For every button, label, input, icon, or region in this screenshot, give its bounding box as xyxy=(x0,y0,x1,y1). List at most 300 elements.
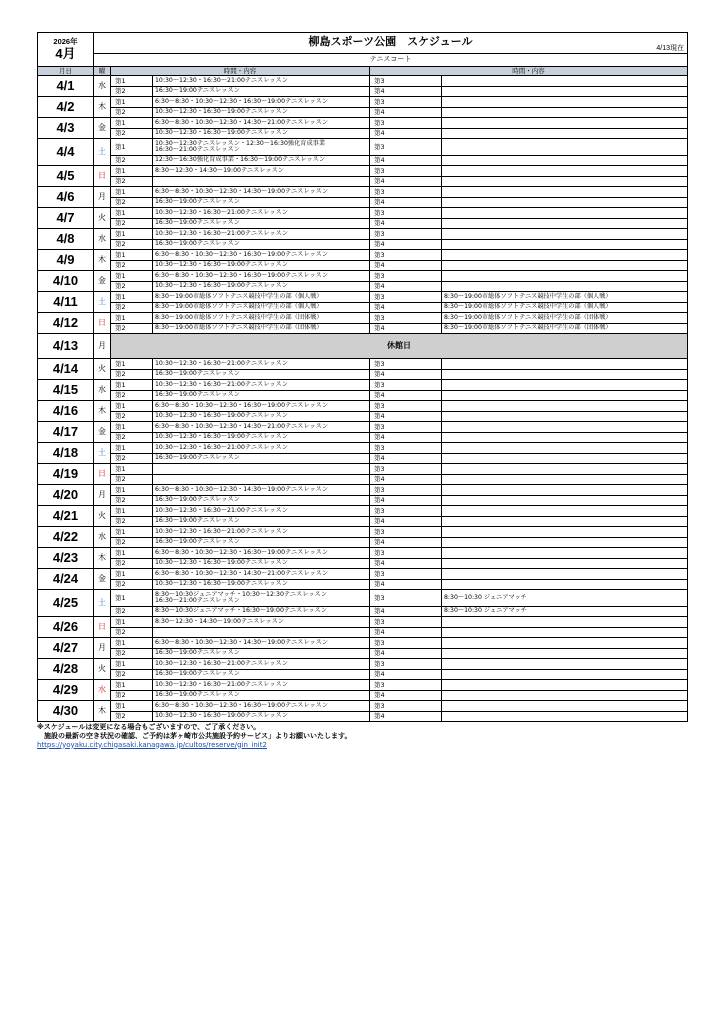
court-4-content: 8:30～19:00市総体ソフトテニス競技中学生の部（個人戦） xyxy=(442,303,688,313)
court-4-label: 第4 xyxy=(370,261,442,271)
schedule-row xyxy=(38,433,688,443)
schedule-row xyxy=(38,527,688,538)
court-1-label: 第1 xyxy=(111,208,153,219)
court-3-label: 第3 xyxy=(370,590,442,607)
court-1-label: 第1 xyxy=(111,292,153,303)
court-2-label: 第2 xyxy=(111,559,153,569)
court-3-label: 第3 xyxy=(370,313,442,324)
court-2-label: 第2 xyxy=(111,433,153,443)
closed-row xyxy=(38,334,688,359)
schedule-row xyxy=(38,548,688,559)
weekday-cell: 月 xyxy=(94,638,111,659)
court-2-content: 16:30～19:00テニスレッスン xyxy=(153,649,370,659)
weekday-cell: 月 xyxy=(94,485,111,506)
court-1-content: 10:30～12:30・16:30～21:00テニスレッスン xyxy=(153,659,370,670)
court-4-label: 第4 xyxy=(370,496,442,506)
court-3-label: 第3 xyxy=(370,250,442,261)
court-4-label: 第4 xyxy=(370,559,442,569)
court-1-content: 6:30～8:30・10:30～12:30・14:30～21:00テニスレッスン xyxy=(153,118,370,129)
date-cell: 4/7 xyxy=(38,208,94,229)
date-cell: 4/30 xyxy=(38,701,94,722)
court-1-content: 10:30～12:30・16:30～21:00テニスレッスン xyxy=(153,229,370,240)
court-2-content: 16:30～19:00テニスレッスン xyxy=(153,219,370,229)
court-1-label: 第1 xyxy=(111,359,153,370)
court-3-label: 第3 xyxy=(370,680,442,691)
court-3-content xyxy=(442,701,688,712)
weekday-cell: 火 xyxy=(94,659,111,680)
court-4-content xyxy=(442,108,688,118)
schedule-table xyxy=(37,32,688,722)
court-4-label: 第4 xyxy=(370,198,442,208)
court-1-label: 第1 xyxy=(111,527,153,538)
court-1-label: 第1 xyxy=(111,638,153,649)
schedule-row xyxy=(38,359,688,370)
court-2-label: 第2 xyxy=(111,129,153,139)
court-1-content: 6:30～8:30・10:30～12:30・14:30～21:00テニスレッスン xyxy=(153,422,370,433)
court-2-content: 10:30～12:30・16:30～19:00テニスレッスン xyxy=(153,261,370,271)
schedule-row xyxy=(38,118,688,129)
court-3-label: 第3 xyxy=(370,139,442,156)
date-cell: 4/18 xyxy=(38,443,94,464)
court-2-content: 10:30～12:30・16:30～19:00テニスレッスン xyxy=(153,108,370,118)
court-3-content: 8:30～19:00市総体ソフトテニス競技中学生の部（団体戦） xyxy=(442,313,688,324)
court-1-content-line: 8:30～10:30ジュニアマッチ・10:30～12:30テニスレッスン xyxy=(155,590,327,598)
schedule-row xyxy=(38,475,688,485)
court-4-label: 第4 xyxy=(370,649,442,659)
court-3-content xyxy=(442,166,688,177)
court-2-label: 第2 xyxy=(111,496,153,506)
weekday-cell: 火 xyxy=(94,359,111,380)
weekday-cell: 日 xyxy=(94,464,111,485)
court-4-content xyxy=(442,156,688,166)
court-4-content xyxy=(442,240,688,250)
court-1-label: 第1 xyxy=(111,139,153,156)
court-1-content: 8:30～19:00市総体ソフトテニス競技中学生の部（団体戦） xyxy=(153,313,370,324)
court-2-label: 第2 xyxy=(111,670,153,680)
court-4-content xyxy=(442,87,688,97)
date-cell: 4/13 xyxy=(38,334,94,359)
court-1-label: 第1 xyxy=(111,443,153,454)
weekday-cell: 火 xyxy=(94,208,111,229)
date-cell: 4/15 xyxy=(38,380,94,401)
court-4-content xyxy=(442,433,688,443)
court-2-label: 第2 xyxy=(111,282,153,292)
court-1-content: 6:30～8:30・10:30～12:30・16:30～19:00テニスレッスン xyxy=(153,271,370,282)
court-3-content xyxy=(442,659,688,670)
court-2-content xyxy=(153,475,370,485)
court-2-content: 10:30～12:30・16:30～19:00テニスレッスン xyxy=(153,282,370,292)
weekday-cell: 金 xyxy=(94,422,111,443)
schedule-row xyxy=(38,590,688,607)
schedule-row xyxy=(38,108,688,118)
schedule-row xyxy=(38,229,688,240)
court-1-label: 第1 xyxy=(111,271,153,282)
court-3-label: 第3 xyxy=(370,97,442,108)
court-1-label: 第1 xyxy=(111,590,153,607)
year-label: 2026年 xyxy=(53,37,78,47)
weekday-cell: 金 xyxy=(94,569,111,590)
court-2-content: 10:30～12:30・16:30～19:00テニスレッスン xyxy=(153,712,370,722)
court-4-content xyxy=(442,219,688,229)
schedule-row xyxy=(38,76,688,87)
court-3-content xyxy=(442,569,688,580)
date-cell: 4/21 xyxy=(38,506,94,527)
court-3-content xyxy=(442,118,688,129)
court-1-label: 第1 xyxy=(111,250,153,261)
date-cell: 4/19 xyxy=(38,464,94,485)
schedule-row xyxy=(38,250,688,261)
court-3-label: 第3 xyxy=(370,208,442,219)
court-2-label: 第2 xyxy=(111,198,153,208)
court-2-content xyxy=(153,628,370,638)
date-cell: 4/29 xyxy=(38,680,94,701)
court-2-label: 第2 xyxy=(111,454,153,464)
court-1-label: 第1 xyxy=(111,506,153,517)
schedule-row xyxy=(38,617,688,628)
court-1-label: 第1 xyxy=(111,229,153,240)
court-4-content xyxy=(442,412,688,422)
court-3-label: 第3 xyxy=(370,292,442,303)
date-cell: 4/24 xyxy=(38,569,94,590)
schedule-row xyxy=(38,691,688,701)
court-3-label: 第3 xyxy=(370,271,442,282)
date-cell: 4/2 xyxy=(38,97,94,118)
schedule-row xyxy=(38,607,688,617)
schedule-row xyxy=(38,401,688,412)
court-3-content xyxy=(442,527,688,538)
court-3-content xyxy=(442,617,688,628)
court-3-label: 第3 xyxy=(370,548,442,559)
schedule-row xyxy=(38,680,688,691)
closed-label: 休館日 xyxy=(111,334,688,359)
weekday-cell: 木 xyxy=(94,401,111,422)
court-1-label: 第1 xyxy=(111,617,153,628)
schedule-row xyxy=(38,313,688,324)
court-3-content xyxy=(442,638,688,649)
court-3-content xyxy=(442,464,688,475)
date-cell: 4/23 xyxy=(38,548,94,569)
court-2-content: 8:30～19:00市総体ソフトテニス競技中学生の部（個人戦） xyxy=(153,303,370,313)
court-1-content: 6:30～8:30・10:30～12:30・16:30～19:00テニスレッスン xyxy=(153,701,370,712)
court-3-label: 第3 xyxy=(370,187,442,198)
schedule-sheet xyxy=(37,32,687,749)
col-header-content-left: 時間・内容 xyxy=(111,67,370,76)
court-1-label: 第1 xyxy=(111,548,153,559)
court-3-label: 第3 xyxy=(370,638,442,649)
court-4-label: 第4 xyxy=(370,517,442,527)
schedule-row xyxy=(38,659,688,670)
court-1-content: 6:30～8:30・10:30～12:30・14:30～19:00テニスレッスン xyxy=(153,638,370,649)
weekday-cell: 水 xyxy=(94,527,111,548)
court-2-label: 第2 xyxy=(111,240,153,250)
court-3-content xyxy=(442,506,688,517)
weekday-cell: 木 xyxy=(94,548,111,569)
court-1-label: 第1 xyxy=(111,76,153,87)
schedule-row xyxy=(38,240,688,250)
schedule-row xyxy=(38,208,688,219)
note-reservation: 施設の最新の空き状況の確認、ご予約は茅ヶ崎市公共施設予約サービス」よりお願いいたします。 xyxy=(37,731,352,740)
court-3-content xyxy=(442,548,688,559)
court-4-content xyxy=(442,454,688,464)
court-4-content xyxy=(442,129,688,139)
court-4-label: 第4 xyxy=(370,607,442,617)
court-1-content: 10:30～12:30・16:30～21:00テニスレッスン xyxy=(153,443,370,454)
schedule-row xyxy=(38,443,688,454)
court-2-label: 第2 xyxy=(111,87,153,97)
court-2-content: 16:30～19:00テニスレッスン xyxy=(153,87,370,97)
court-1-content: 10:30～12:30・16:30～21:00テニスレッスン xyxy=(153,680,370,691)
schedule-row xyxy=(38,517,688,527)
court-1-label: 第1 xyxy=(111,659,153,670)
court-2-content: 10:30～12:30・16:30～19:00テニスレッスン xyxy=(153,559,370,569)
weekday-cell: 月 xyxy=(94,187,111,208)
court-4-content xyxy=(442,538,688,548)
court-1-content: 10:30～12:30・16:30～21:00テニスレッスン xyxy=(153,506,370,517)
court-2-content: 16:30～19:00テニスレッスン xyxy=(153,370,370,380)
schedule-row xyxy=(38,580,688,590)
court-4-content xyxy=(442,475,688,485)
court-1-content-line: 10:30～12:30テニスレッスン・12:30～16:30強化育成事業 xyxy=(155,139,326,147)
court-4-content xyxy=(442,517,688,527)
weekday-cell: 土 xyxy=(94,590,111,617)
court-2-content: 16:30～19:00テニスレッスン xyxy=(153,691,370,701)
date-cell: 4/28 xyxy=(38,659,94,680)
court-4-content xyxy=(442,282,688,292)
note-change: ※スケジュールは変更になる場合もございますので、ご了承ください。 xyxy=(37,723,261,731)
court-1-content xyxy=(153,590,370,607)
date-cell: 4/9 xyxy=(38,250,94,271)
schedule-row xyxy=(38,219,688,229)
court-1-label: 第1 xyxy=(111,401,153,412)
court-1-content: 10:30～12:30・16:30～21:00テニスレッスン xyxy=(153,527,370,538)
court-1-label: 第1 xyxy=(111,464,153,475)
court-1-content: 6:30～8:30・10:30～12:30・14:30～19:00テニスレッスン xyxy=(153,485,370,496)
court-3-content xyxy=(442,250,688,261)
court-2-content: 10:30～12:30・16:30～19:00テニスレッスン xyxy=(153,129,370,139)
court-3-content xyxy=(442,97,688,108)
schedule-row xyxy=(38,391,688,401)
year-month-cell xyxy=(38,33,94,67)
schedule-row xyxy=(38,464,688,475)
court-4-label: 第4 xyxy=(370,303,442,313)
court-2-label: 第2 xyxy=(111,580,153,590)
schedule-row xyxy=(38,559,688,569)
court-1-content: 10:30～12:30・16:30～21:00テニスレッスン xyxy=(153,208,370,219)
court-2-content: 10:30～12:30・16:30～19:00テニスレッスン xyxy=(153,580,370,590)
schedule-row xyxy=(38,97,688,108)
weekday-cell: 水 xyxy=(94,229,111,250)
court-4-label: 第4 xyxy=(370,177,442,187)
schedule-row xyxy=(38,485,688,496)
date-cell: 4/12 xyxy=(38,313,94,334)
weekday-cell: 日 xyxy=(94,313,111,334)
court-4-content xyxy=(442,649,688,659)
court-3-content: 8:30～19:00市総体ソフトテニス競技中学生の部（個人戦） xyxy=(442,292,688,303)
court-1-label: 第1 xyxy=(111,166,153,177)
court-1-label: 第1 xyxy=(111,313,153,324)
weekday-cell: 水 xyxy=(94,380,111,401)
court-4-content xyxy=(442,559,688,569)
court-3-content xyxy=(442,443,688,454)
weekday-cell: 日 xyxy=(94,617,111,638)
schedule-row xyxy=(38,412,688,422)
court-4-label: 第4 xyxy=(370,156,442,166)
date-cell: 4/20 xyxy=(38,485,94,506)
court-2-label: 第2 xyxy=(111,370,153,380)
court-1-content: 6:30～8:30・10:30～12:30・14:30～19:00テニスレッスン xyxy=(153,187,370,198)
court-3-label: 第3 xyxy=(370,527,442,538)
weekday-cell: 火 xyxy=(94,506,111,527)
schedule-row xyxy=(38,129,688,139)
court-2-content: 16:30～19:00テニスレッスン xyxy=(153,496,370,506)
court-3-content xyxy=(442,359,688,370)
schedule-row xyxy=(38,701,688,712)
court-2-label: 第2 xyxy=(111,412,153,422)
schedule-row xyxy=(38,166,688,177)
date-cell: 4/22 xyxy=(38,527,94,548)
court-1-content: 6:30～8:30・10:30～12:30・16:30～19:00テニスレッスン xyxy=(153,250,370,261)
schedule-row xyxy=(38,506,688,517)
court-2-label: 第2 xyxy=(111,156,153,166)
court-4-label: 第4 xyxy=(370,628,442,638)
court-1-content: 8:30～12:30・14:30～19:00テニスレッスン xyxy=(153,166,370,177)
col-header-date: 月日 xyxy=(38,67,94,76)
court-4-label: 第4 xyxy=(370,433,442,443)
court-2-content: 16:30～19:00テニスレッスン xyxy=(153,454,370,464)
court-2-content: 16:30～19:00テニスレッスン xyxy=(153,538,370,548)
schedule-row xyxy=(38,649,688,659)
weekday-cell: 木 xyxy=(94,97,111,118)
court-2-label: 第2 xyxy=(111,517,153,527)
court-3-content xyxy=(442,680,688,691)
weekday-cell: 木 xyxy=(94,701,111,722)
court-3-content xyxy=(442,208,688,219)
date-cell: 4/1 xyxy=(38,76,94,97)
court-3-label: 第3 xyxy=(370,422,442,433)
date-cell: 4/26 xyxy=(38,617,94,638)
schedule-row xyxy=(38,282,688,292)
court-4-label: 第4 xyxy=(370,412,442,422)
court-3-label: 第3 xyxy=(370,359,442,370)
court-4-label: 第4 xyxy=(370,108,442,118)
court-2-label: 第2 xyxy=(111,607,153,617)
court-3-content xyxy=(442,139,688,156)
court-2-label: 第2 xyxy=(111,649,153,659)
date-cell: 4/5 xyxy=(38,166,94,187)
court-2-label: 第2 xyxy=(111,177,153,187)
date-cell: 4/16 xyxy=(38,401,94,422)
court-1-label: 第1 xyxy=(111,187,153,198)
weekday-cell: 土 xyxy=(94,292,111,313)
weekday-cell: 土 xyxy=(94,443,111,464)
date-cell: 4/17 xyxy=(38,422,94,443)
court-4-label: 第4 xyxy=(370,324,442,334)
court-2-content: 16:30～19:00テニスレッスン xyxy=(153,670,370,680)
schedule-row xyxy=(38,303,688,313)
court-3-label: 第3 xyxy=(370,380,442,391)
schedule-row xyxy=(38,292,688,303)
schedule-row xyxy=(38,156,688,166)
schedule-row xyxy=(38,712,688,722)
court-2-content: 16:30～19:00テニスレッスン xyxy=(153,391,370,401)
court-3-label: 第3 xyxy=(370,464,442,475)
court-1-content: 6:30～8:30・10:30～12:30・16:30～19:00テニスレッスン xyxy=(153,97,370,108)
court-3-label: 第3 xyxy=(370,401,442,412)
court-2-label: 第2 xyxy=(111,303,153,313)
schedule-row xyxy=(38,638,688,649)
court-1-content: 8:30～12:30・14:30～19:00テニスレッスン xyxy=(153,617,370,628)
court-4-label: 第4 xyxy=(370,454,442,464)
schedule-row xyxy=(38,422,688,433)
date-cell: 4/25 xyxy=(38,590,94,617)
as-of-date: 4/13現在 xyxy=(656,44,684,52)
schedule-row xyxy=(38,261,688,271)
weekday-cell: 金 xyxy=(94,271,111,292)
schedule-row xyxy=(38,324,688,334)
court-1-content: 10:30～12:30・16:30～21:00テニスレッスン xyxy=(153,359,370,370)
court-1-label: 第1 xyxy=(111,422,153,433)
court-1-content: 10:30～12:30・16:30～21:00テニスレッスン xyxy=(153,380,370,391)
weekday-cell: 土 xyxy=(94,139,111,166)
court-1-content: 8:30～19:00市総体ソフトテニス競技中学生の部（個人戦） xyxy=(153,292,370,303)
court-4-label: 第4 xyxy=(370,240,442,250)
court-3-content xyxy=(442,187,688,198)
court-4-label: 第4 xyxy=(370,370,442,380)
schedule-row xyxy=(38,187,688,198)
court-1-content xyxy=(153,464,370,475)
court-2-content xyxy=(153,177,370,187)
court-4-label: 第4 xyxy=(370,129,442,139)
court-2-label: 第2 xyxy=(111,691,153,701)
court-3-label: 第3 xyxy=(370,659,442,670)
notes xyxy=(37,723,687,749)
court-4-content xyxy=(442,370,688,380)
schedule-row xyxy=(38,628,688,638)
court-3-content xyxy=(442,76,688,87)
court-1-label: 第1 xyxy=(111,118,153,129)
schedule-row xyxy=(38,496,688,506)
court-3-content: 8:30～10:30 ジュニアマッチ xyxy=(442,590,688,607)
court-2-label: 第2 xyxy=(111,219,153,229)
court-2-label: 第2 xyxy=(111,261,153,271)
reservation-link[interactable]: https://yoyaku.city.chigasaki.kanagawa.jp/cultos/reserve/gin_init2 xyxy=(37,740,267,749)
court-1-content: 6:30～8:30・10:30～12:30・16:30～19:00テニスレッスン xyxy=(153,548,370,559)
court-2-label: 第2 xyxy=(111,391,153,401)
schedule-row xyxy=(38,670,688,680)
court-2-content: 8:30～10:30ジュニアマッチ・16:30～19:00テニスレッスン xyxy=(153,607,370,617)
court-2-label: 第2 xyxy=(111,475,153,485)
court-3-label: 第3 xyxy=(370,485,442,496)
court-1-content: 6:30～8:30・10:30～12:30・16:30～19:00テニスレッスン xyxy=(153,401,370,412)
court-4-label: 第4 xyxy=(370,391,442,401)
schedule-row xyxy=(38,271,688,282)
court-2-label: 第2 xyxy=(111,538,153,548)
court-4-content xyxy=(442,496,688,506)
court-4-content xyxy=(442,261,688,271)
court-4-label: 第4 xyxy=(370,691,442,701)
court-4-label: 第4 xyxy=(370,475,442,485)
schedule-row xyxy=(38,87,688,97)
court-3-label: 第3 xyxy=(370,76,442,87)
court-2-content: 12:30～16:30強化育成事業・16:30～19:00テニスレッスン xyxy=(153,156,370,166)
schedule-row xyxy=(38,538,688,548)
court-1-label: 第1 xyxy=(111,680,153,691)
court-3-content xyxy=(442,271,688,282)
court-2-label: 第2 xyxy=(111,712,153,722)
court-4-label: 第4 xyxy=(370,580,442,590)
month-label: 4月 xyxy=(55,46,76,62)
date-cell: 4/6 xyxy=(38,187,94,208)
